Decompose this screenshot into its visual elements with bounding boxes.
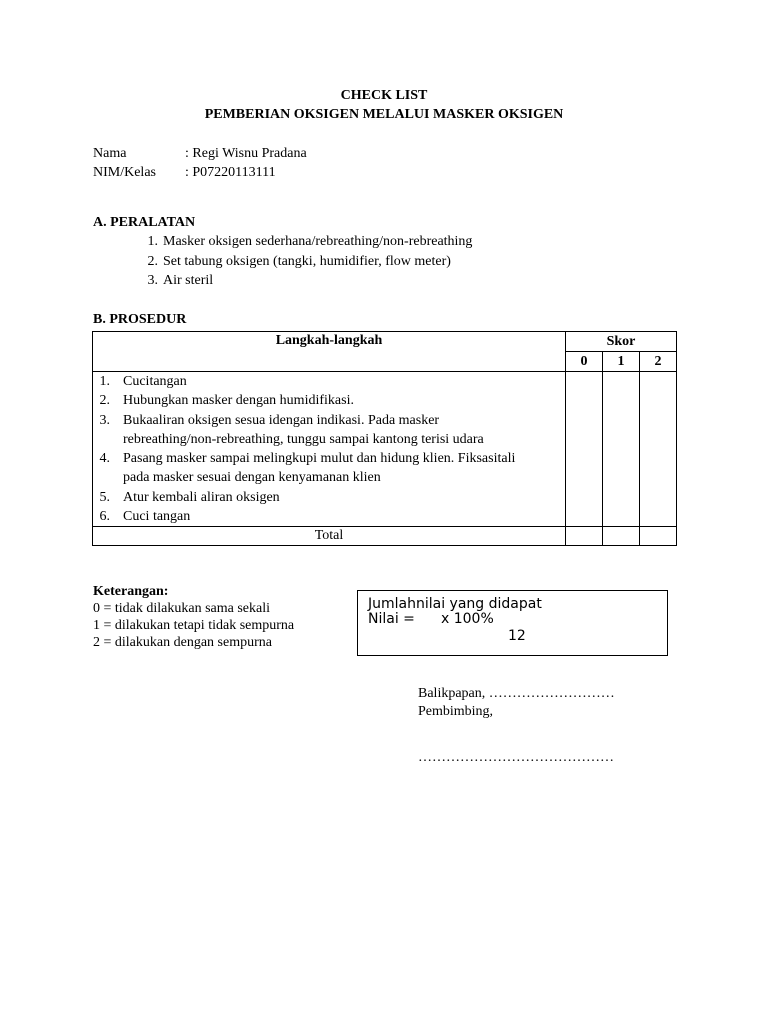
equipment-list bbox=[0, 234, 768, 294]
nim-value: : P07220113111 bbox=[185, 165, 276, 180]
section-b-heading: B. PROSEDUR bbox=[93, 312, 187, 327]
formula-numerator: Jumlahnilai yang didapat bbox=[368, 596, 542, 612]
procedure-step bbox=[93, 488, 565, 507]
procedure-step bbox=[93, 372, 565, 391]
procedure-table bbox=[92, 331, 677, 546]
step-number: 6. bbox=[99, 509, 110, 525]
score-cell-1[interactable] bbox=[603, 372, 640, 527]
procedure-step bbox=[93, 391, 565, 410]
score-cell-0[interactable] bbox=[566, 372, 603, 527]
score-level-1: 1 bbox=[603, 352, 640, 372]
procedure-step bbox=[93, 507, 565, 526]
step-text: Hubungkan masker dengan humidifikasi. bbox=[123, 393, 354, 409]
legend-line: 2 = dilakukan dengan sempurna bbox=[93, 635, 272, 650]
step-text: Bukaaliran oksigen sesua idengan indikasi. Pada masker bbox=[123, 412, 440, 428]
step-text: Atur kembali aliran oksigen bbox=[123, 489, 280, 505]
total-score-1[interactable] bbox=[603, 527, 640, 546]
step-text: Cucitangan bbox=[123, 374, 187, 389]
list-item bbox=[0, 273, 768, 292]
step-text: Cuci tangan bbox=[123, 509, 191, 525]
step-number: 1. bbox=[99, 374, 110, 389]
steps-column-header: Langkah-langkah bbox=[93, 332, 566, 372]
score-level-2: 2 bbox=[640, 352, 677, 372]
name-label: Nama bbox=[93, 146, 127, 161]
formula-denominator: 12 bbox=[508, 628, 526, 644]
list-item-number: 3. bbox=[147, 273, 158, 288]
score-formula-box bbox=[357, 590, 668, 656]
list-item-text: Set tabung oksigen (tangki, humidifier, flow meter) bbox=[163, 254, 451, 269]
step-text: rebreathing/non-rebreathing, tunggu sampai kantong terisi udara bbox=[123, 431, 484, 447]
total-score-0[interactable] bbox=[566, 527, 603, 546]
list-item-number: 2. bbox=[147, 254, 158, 269]
score-cell-2[interactable] bbox=[640, 372, 677, 527]
score-level-0: 0 bbox=[566, 352, 603, 372]
step-number: 4. bbox=[99, 451, 110, 467]
document-title: CHECK LIST bbox=[340, 88, 428, 103]
place-date: Balikpapan, ……………………… bbox=[418, 686, 615, 701]
list-item-text: Masker oksigen sederhana/rebreathing/non-rebreathing bbox=[163, 234, 473, 249]
score-column-header: Skor bbox=[566, 332, 677, 352]
list-item bbox=[0, 234, 768, 253]
step-number: 2. bbox=[99, 393, 110, 409]
list-item-number: 1. bbox=[147, 234, 158, 249]
procedure-step bbox=[93, 411, 565, 450]
signature-line: …………………………………… bbox=[418, 750, 614, 765]
document-subtitle: PEMBERIAN OKSIGEN MELALUI MASKER OKSIGEN bbox=[204, 107, 564, 122]
step-number: 5. bbox=[99, 489, 110, 505]
total-score-2[interactable] bbox=[640, 527, 677, 546]
nim-label: NIM/Kelas bbox=[93, 165, 156, 180]
step-text: pada masker sesuai dengan kenyamanan klien bbox=[123, 470, 381, 486]
formula-label: Nilai = bbox=[368, 611, 415, 627]
list-item-text: Air steril bbox=[163, 273, 214, 288]
step-text: Pasang masker sampai melingkupi mulut dan hidung klien. Fiksasitali bbox=[123, 451, 516, 467]
steps-cell bbox=[93, 372, 566, 527]
legend-heading: Keterangan: bbox=[93, 584, 169, 599]
formula-multiplier: x 100% bbox=[441, 611, 494, 627]
procedure-step bbox=[93, 449, 565, 488]
step-number: 3. bbox=[99, 412, 110, 428]
total-label: Total bbox=[93, 527, 566, 546]
supervisor-role: Pembimbing, bbox=[418, 704, 494, 719]
section-a-heading: A. PERALATAN bbox=[93, 215, 196, 230]
legend-line: 1 = dilakukan tetapi tidak sempurna bbox=[93, 618, 295, 633]
name-value: : Regi Wisnu Pradana bbox=[185, 146, 307, 161]
list-item bbox=[0, 254, 768, 273]
legend-line: 0 = tidak dilakukan sama sekali bbox=[93, 601, 271, 616]
